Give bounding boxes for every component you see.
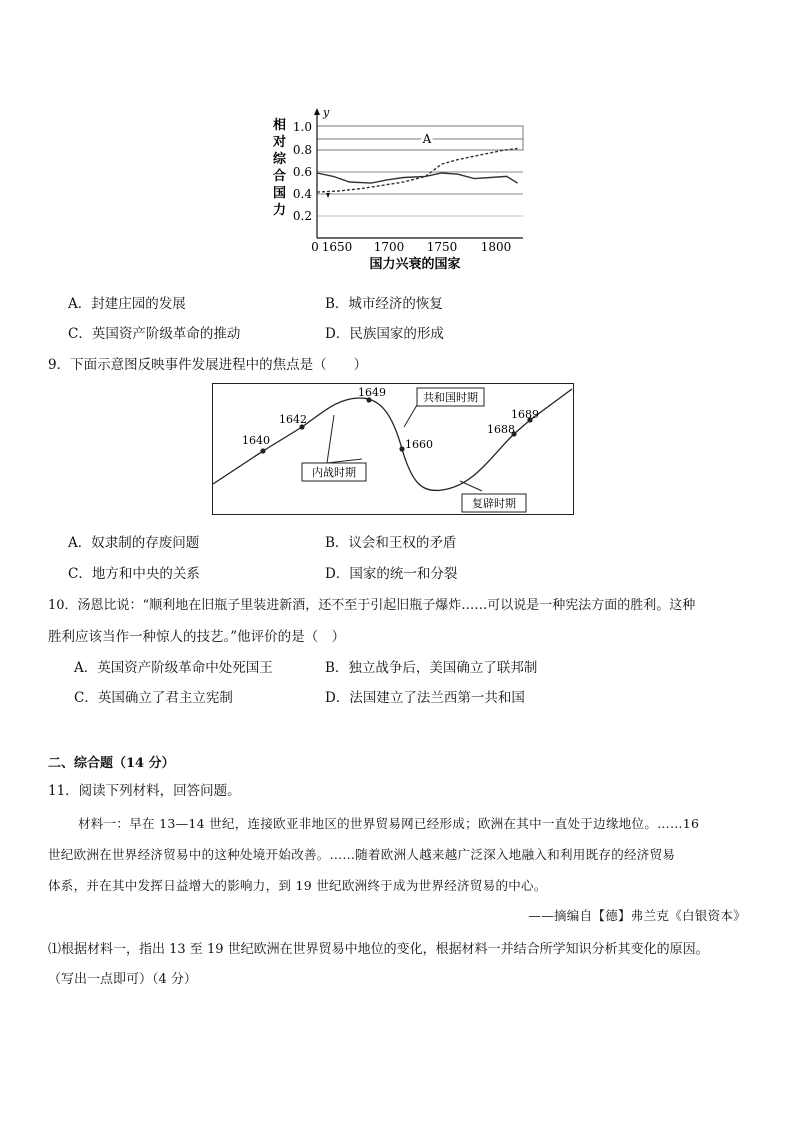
material-line: 体系，并在其中发挥日益增大的影响力，到 19 世纪欧洲终于成为世界经济贸易的中心。	[48, 878, 547, 893]
revolution-timeline-diagram	[212, 383, 574, 516]
box-civil-war-label: 内战时期	[312, 466, 356, 479]
q10-question-line2: 胜利应该当作一种惊人的技艺。”他评价的是（ ）	[48, 629, 346, 645]
q11-stem: 11．阅读下列材料，回答问题。	[48, 783, 241, 799]
material-line: 世纪欧洲在世界经济贸易中的这种处境开始改善。……随着欧洲人越来越广泛深入地融入和利用既存的经济贸易	[48, 847, 676, 862]
material-line: 材料一：早在 13—14 世纪，连接欧亚非地区的世界贸易网已经形成；欧洲在其中一直处于边缘地位。……16	[78, 816, 700, 831]
q9-option-d[interactable]: D．国家的统一和分裂	[325, 566, 458, 582]
q11-sub1-line1: ⑴根据材料一，指出 13 至 19 世纪欧洲在世界贸易中地位的变化，根据材料一并结合所学知识分析其变化的原因。	[48, 942, 709, 957]
xtick-label: 1800	[480, 240, 512, 254]
point-marker	[260, 448, 265, 453]
chart-title: 国力兴衰的国家	[369, 257, 461, 272]
xtick-label: 1650	[321, 240, 353, 254]
q10-question-line1: 10．汤恩比说：“顺利地在旧瓶子里装进新酒，还不至于引起旧瓶子爆炸……可以说是一种宪法方面的胜利。这种	[48, 598, 696, 613]
series-dashed-line	[317, 148, 518, 192]
chart-ylabel	[272, 117, 287, 218]
point-label: 1688	[487, 423, 515, 436]
point-label: 1660	[405, 438, 433, 451]
q8-option-a[interactable]: A．封建庄园的发展	[68, 296, 186, 312]
ytick-label: 0.2	[292, 209, 312, 223]
box-republic-label: 共和国时期	[423, 391, 478, 404]
ytick-label: 1.0	[292, 120, 312, 134]
q8-option-c[interactable]: C．英国资产阶级革命的推动	[68, 326, 241, 342]
point-label: 1689	[511, 408, 539, 421]
q10-option-b[interactable]: B．独立战争后，美国确立了联邦制	[325, 660, 538, 676]
xtick-label: 0	[311, 240, 319, 254]
y-axis-arrow	[314, 108, 320, 115]
material-source: ——摘编自【德】弗兰克《白银资本》	[528, 908, 746, 923]
national-power-chart	[265, 105, 535, 275]
ytick-label: 0.6	[292, 165, 312, 179]
ylabel-char: 合	[273, 169, 287, 184]
point-label: 1642	[279, 413, 307, 426]
ylabel-char: 力	[273, 203, 287, 218]
box-restoration-label: 复辟时期	[472, 497, 516, 510]
q9-option-a[interactable]: A．奴隶制的存废问题	[68, 535, 200, 551]
point-label: 1649	[358, 386, 386, 399]
point-marker	[399, 446, 404, 451]
q9-option-b[interactable]: B．议会和王权的矛盾	[325, 535, 457, 551]
ytick-label: 0.4	[292, 187, 312, 201]
point-label: 1640	[242, 434, 270, 447]
section2-heading: 二、综合题（14 分）	[48, 756, 175, 771]
y-axis-letter: y	[323, 106, 330, 119]
band-a	[317, 126, 523, 150]
q8-option-d[interactable]: D．民族国家的形成	[325, 326, 444, 342]
q9-question: 9．下面示意图反映事件发展进程中的焦点是（ ）	[48, 357, 368, 373]
ylabel-char: 相	[273, 118, 287, 133]
q10-option-a[interactable]: A．英国资产阶级革命中处死国王	[74, 660, 273, 676]
q11-sub1-line2: （写出一点即可）（4 分）	[48, 972, 197, 987]
start-marker-icon	[326, 193, 330, 198]
xtick-label: 1750	[426, 240, 458, 254]
q8-option-b[interactable]: B．城市经济的恢复	[325, 296, 443, 312]
q9-option-c[interactable]: C．地方和中央的关系	[68, 566, 200, 582]
band-a-label: A	[422, 132, 432, 146]
ylabel-char: 国	[273, 186, 287, 201]
q10-option-c[interactable]: C．英国确立了君主立宪制	[74, 690, 233, 706]
ylabel-char: 对	[273, 135, 287, 150]
ytick-label: 0.8	[292, 143, 312, 157]
ylabel-char: 综	[273, 152, 287, 167]
xtick-label: 1700	[373, 240, 405, 254]
q10-option-d[interactable]: D．法国建立了法兰西第一共和国	[325, 690, 525, 706]
